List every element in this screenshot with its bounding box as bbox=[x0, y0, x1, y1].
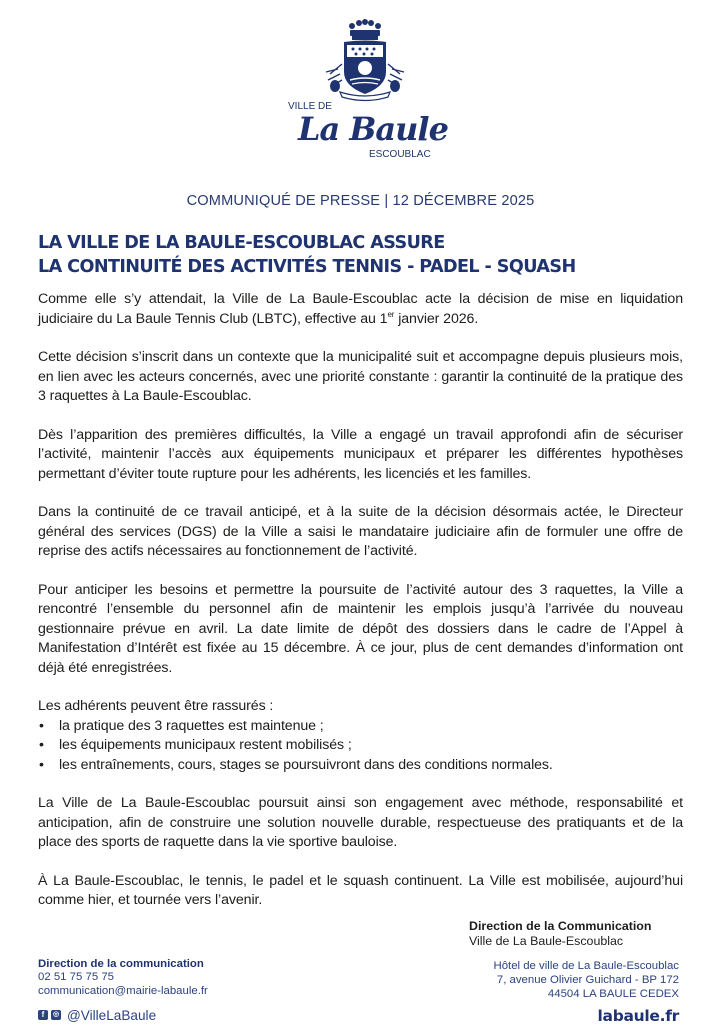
contact-title: Direction de la communication bbox=[38, 957, 204, 970]
social-handle[interactable]: @VilleLaBaule bbox=[67, 1007, 157, 1023]
logo-ville-de: VILLE DE bbox=[288, 101, 332, 112]
coat-of-arms-icon bbox=[280, 14, 450, 164]
press-release-subhead: COMMUNIQUÉ DE PRESSE | 12 DÉCEMBRE 2025 bbox=[186, 193, 535, 209]
signature-department: Direction de la Communication bbox=[469, 918, 652, 933]
address-line-1: Hôtel de ville de La Baule-Escoublac bbox=[493, 959, 679, 972]
social-links bbox=[38, 1008, 156, 1023]
paragraph-4: Dans la continuité de ce travail anticipé, et à la suite de la décision désormais actée, le Directeur général des services (DGS) de la Ville a saisi le mandataire judiciaire afin de formuler une offre de reprise des actifs nécessaires au fonctionnement de l’activité. bbox=[38, 504, 683, 559]
contact-phone[interactable]: 02 51 75 75 75 bbox=[38, 971, 115, 983]
signature-city: Ville de La Baule-Escoublac bbox=[469, 933, 624, 948]
title-line-1: LA VILLE DE LA BAULE-ESCOUBLAC ASSURE bbox=[38, 233, 445, 253]
paragraph-6: La Ville de La Baule-Escoublac poursuit ainsi son engagement avec méthode, responsabilité et anticipation, afin de construire une solution nouvelle durable, respectueuse des pratiquants et de la place des sports de raquette dans la vie sportive bauloise. bbox=[38, 795, 683, 850]
reassurance-list bbox=[38, 717, 683, 776]
paragraph-7: À La Baule-Escoublac, le tennis, le padel et le squash continuent. La Ville est mobilisée, aujourd’hui comme hier, et tournée vers l’avenir. bbox=[38, 872, 683, 908]
list-item: • la pratique des 3 raquettes est maintenue ; bbox=[38, 717, 683, 737]
superscript-er: er bbox=[387, 309, 395, 319]
paragraph-5: Pour anticiper les besoins et permettre la poursuite de l’activité autour des 3 raquettes, la Ville a rencontré l’ensemble du personnel afin de maintenir les emplois jusqu’à l’arrivée du nouveau gestionnaire prévue en avril. La date limite de dépôt des dossiers dans le cadre de l’Appel à Manifestation d’Intérêt est fixée au 15 décembre. À ce jour, plus de cent demandes d’information ont déjà été enregistrées. bbox=[38, 581, 683, 676]
address-line-3: 44504 LA BAULE CEDEX bbox=[547, 987, 679, 1000]
logo-escoublac: ESCOUBLAC bbox=[369, 149, 431, 160]
bullet-icon: • bbox=[39, 756, 44, 773]
address-line-2: 7, avenue Olivier Guichard - BP 172 bbox=[496, 973, 679, 986]
press-release-body bbox=[38, 290, 683, 911]
paragraph-3: Dès l’apparition des premières difficultés, la Ville a engagé un travail approfondi afin de sécuriser l’activité, maintenir l’accès aux équipements municipaux et préparer les différentes hypothèses permettant d’éviter toute rupture pour les adhérents, les licenciés et les familles. bbox=[38, 426, 683, 482]
facebook-icon[interactable]: f bbox=[38, 1010, 48, 1020]
website-link[interactable]: labaule.fr bbox=[597, 1006, 679, 1025]
list-intro: Les adhérents peuvent être rassurés : bbox=[38, 698, 274, 714]
title-line-2: LA CONTINUITÉ DES ACTIVITÉS TENNIS - PADEL - SQUASH bbox=[38, 257, 576, 277]
signature-block bbox=[469, 919, 651, 949]
instagram-icon[interactable]: ◎ bbox=[52, 1011, 60, 1018]
bullet-icon: • bbox=[39, 737, 44, 753]
logo-la-baule: La Baule bbox=[298, 110, 448, 148]
address-block bbox=[493, 959, 679, 1001]
list-item: • les entraînements, cours, stages se poursuivront dans des conditions normales. bbox=[38, 756, 683, 776]
paragraph-1: Comme elle s’y attendait, la Ville de La Baule-Escoublac acte la décision de mise en liquidation judiciaire du La Baule Tennis Club (LBTC), effective au 1er janvier 2026. bbox=[38, 291, 683, 327]
list-item: • les équipements municipaux restent mobilisés ; bbox=[38, 736, 683, 756]
contact-email[interactable]: communication@mairie-labaule.fr bbox=[38, 984, 208, 997]
page-title bbox=[38, 231, 698, 279]
city-logo bbox=[280, 14, 450, 164]
bullet-icon: • bbox=[39, 717, 44, 734]
contact-block bbox=[38, 958, 208, 999]
paragraph-2: Cette décision s’inscrit dans un contexte que la municipalité suit et accompagne depuis plusieurs mois, en lien avec les acteurs concernés, avec une priorité constante : garantir la continuité de la pratique des 3 raquettes à La Baule-Escoublac. bbox=[38, 349, 683, 404]
